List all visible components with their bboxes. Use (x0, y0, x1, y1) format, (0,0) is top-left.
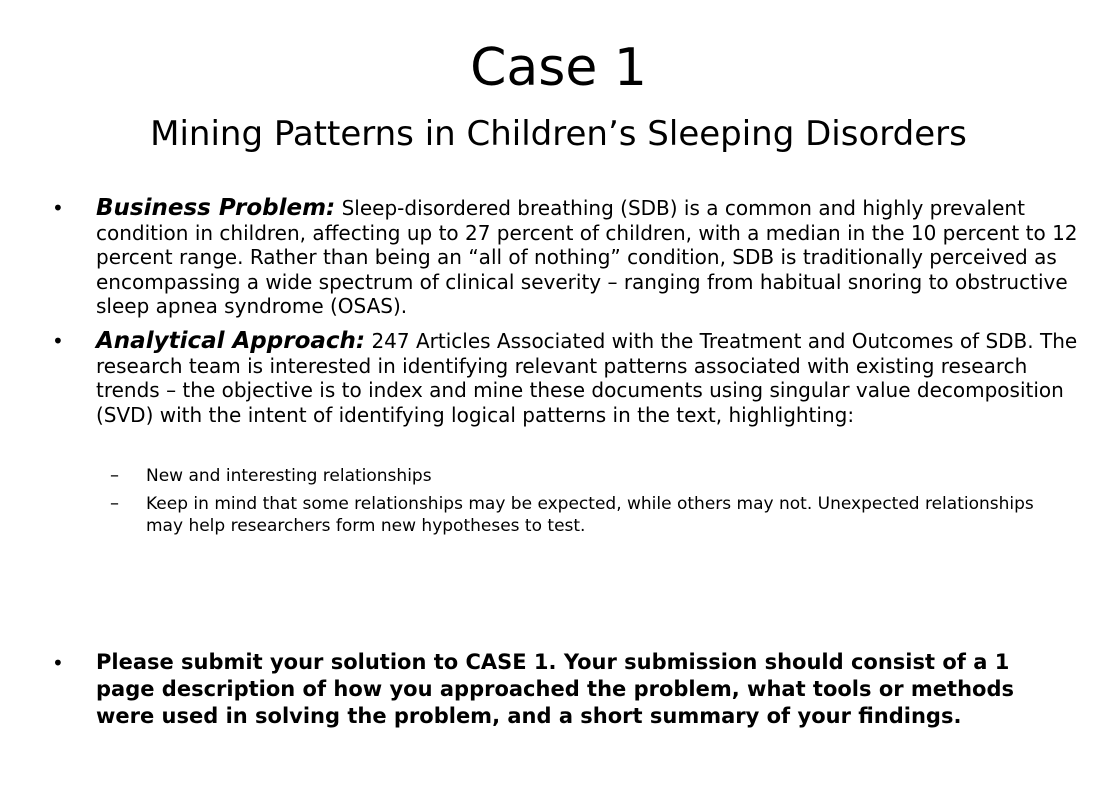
business-problem-lead: Business Problem: (96, 195, 336, 221)
analytical-approach-paragraph (96, 329, 1086, 427)
slide-subtitle: Mining Patterns in Children’s Sleeping Disorders (150, 114, 967, 154)
business-problem-paragraph (96, 196, 1086, 319)
submission-instructions: Please submit your solution to CASE 1. Your submission should consist of a 1 page description of how you approached the problem, what tools or methods were used in solving the problem, and a short summary of your findings. (96, 650, 1014, 728)
bullet-marker: • (52, 329, 64, 353)
analytical-approach-text: 247 Articles Associated with the Treatment and Outcomes of SDB. The research team is interested in identifying relevant patterns associated with existing research trends – the objective is to index and mine these documents using singular value decomposition (SVD) with the intent of identifying logical patterns in the text, highlighting: (96, 329, 1078, 427)
sub-bullet-marker: – (110, 465, 119, 486)
analytical-approach-lead: Analytical Approach: (96, 328, 366, 354)
sub-bullet-expectations: Keep in mind that some relationships may be expected, while others may not. Unexpected relationships may help researchers form new hypotheses to test. (146, 494, 1034, 536)
business-problem-text: Sleep-disordered breathing (SDB) is a common and highly prevalent condition in children, affecting up to 27 percent of children, with a median in the 10 percent to 12 percent range. Rather than being an “all of nothing” condition, SDB is traditionally perceived as encompassing a wide spectrum of clinical severity – ranging from habitual snoring to obstructive sleep apnea syndrome (OSAS). (96, 196, 1078, 318)
sub-bullet-marker: – (110, 493, 119, 514)
bullet-marker: • (52, 196, 64, 220)
slide-title: Case 1 (470, 38, 647, 98)
sub-bullet-relationships: New and interesting relationships (146, 466, 432, 486)
bullet-marker: • (52, 651, 64, 675)
